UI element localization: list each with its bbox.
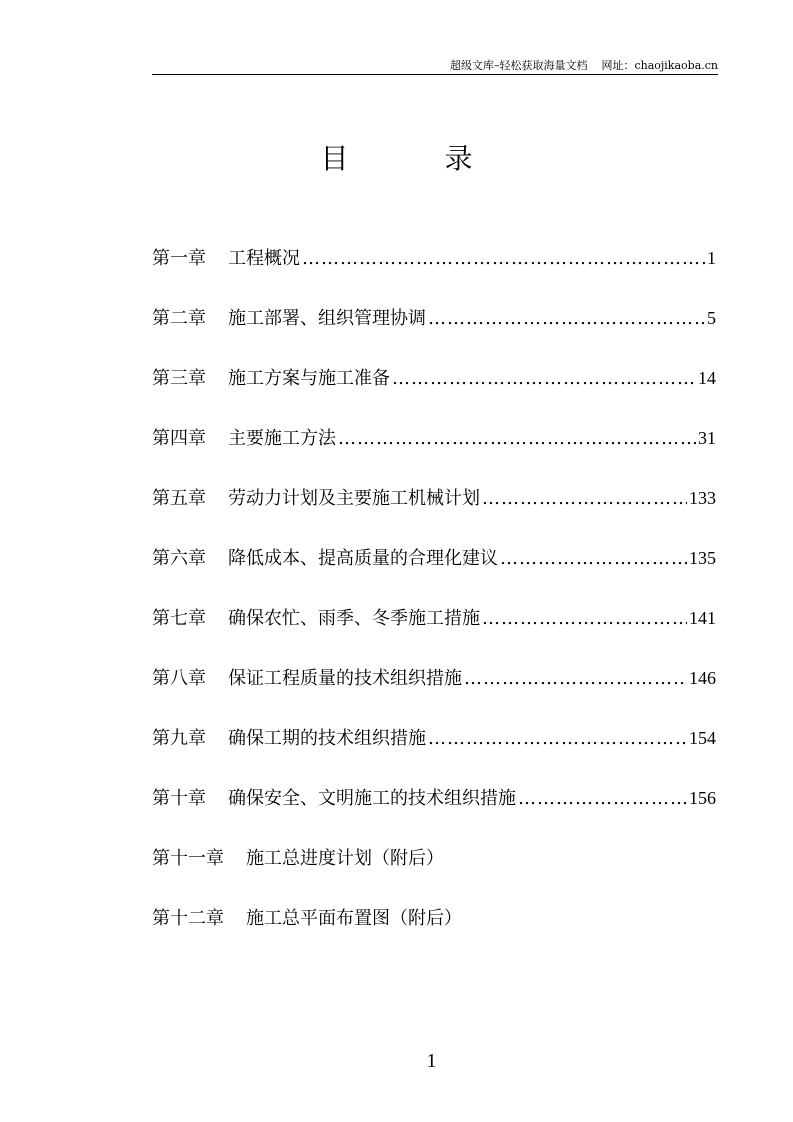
page-ref: 141 xyxy=(689,608,716,628)
chapter-label: 第六章 xyxy=(152,548,206,569)
page-header xyxy=(152,57,718,75)
chapter-title: 确保安全、文明施工的技术组织措施 xyxy=(228,788,516,809)
chapter-label: 第九章 xyxy=(152,728,206,749)
toc-entry[interactable] xyxy=(152,484,716,544)
chapter-title: 施工方案与施工准备 xyxy=(228,368,390,389)
chapter-title: 工程概况 xyxy=(228,248,300,269)
title-left: 目 xyxy=(320,142,349,175)
chapter-label: 第一章 xyxy=(152,248,206,269)
chapter-label: 第五章 xyxy=(152,488,206,509)
page-ref: 135 xyxy=(689,548,716,568)
chapter-title: 施工总进度计划（附后） xyxy=(246,848,444,869)
chapter-title: 施工总平面布置图（附后） xyxy=(246,908,462,929)
toc-entry[interactable] xyxy=(152,364,716,424)
dot-leader xyxy=(428,308,705,329)
dot-leader xyxy=(392,368,696,389)
chapter-label: 第十章 xyxy=(152,788,206,809)
page-ref: 156 xyxy=(689,788,716,808)
chapter-label: 第十二章 xyxy=(152,908,224,929)
chapter-title: 确保工期的技术组织措施 xyxy=(228,728,426,749)
dot-leader xyxy=(428,728,687,749)
chapter-label: 第三章 xyxy=(152,368,206,389)
dot-leader xyxy=(338,428,696,449)
page-number: 1 xyxy=(426,1050,437,1072)
page-ref: 133 xyxy=(689,488,716,508)
toc-entry[interactable] xyxy=(152,424,716,484)
header-site: 超级文库–轻松获取海量文档 xyxy=(449,59,588,72)
dot-leader xyxy=(500,548,687,569)
page-ref: 1 xyxy=(707,248,716,268)
chapter-label: 第八章 xyxy=(152,668,206,689)
dot-leader xyxy=(482,608,687,629)
toc-entry[interactable] xyxy=(152,604,716,664)
page-ref: 31 xyxy=(698,428,716,448)
dot-leader xyxy=(302,248,705,269)
chapter-title: 施工部署、组织管理协调 xyxy=(228,308,426,329)
dot-leader xyxy=(518,788,687,809)
toc-entry[interactable] xyxy=(152,244,716,304)
toc-entry[interactable] xyxy=(152,304,716,364)
chapter-title: 降低成本、提高质量的合理化建议 xyxy=(228,548,498,569)
chapter-label: 第十一章 xyxy=(152,848,224,869)
chapter-title: 确保农忙、雨季、冬季施工措施 xyxy=(228,608,480,629)
chapter-label: 第四章 xyxy=(152,428,206,449)
toc-entry[interactable] xyxy=(152,544,716,604)
chapter-label: 第七章 xyxy=(152,608,206,629)
toc-title xyxy=(0,137,793,177)
chapter-title: 主要施工方法 xyxy=(228,428,336,449)
table-of-contents xyxy=(152,244,716,964)
page-ref: 14 xyxy=(698,368,716,388)
page-ref: 146 xyxy=(689,668,716,688)
chapter-title: 保证工程质量的技术组织措施 xyxy=(228,668,462,689)
page-ref: 5 xyxy=(707,308,716,328)
toc-entry[interactable] xyxy=(152,844,716,904)
dot-leader xyxy=(482,488,687,509)
chapter-title: 劳动力计划及主要施工机械计划 xyxy=(228,488,480,509)
page-ref: 154 xyxy=(689,728,716,748)
dot-leader xyxy=(464,668,687,689)
toc-entry[interactable] xyxy=(152,904,716,964)
title-right: 录 xyxy=(444,142,473,175)
chapter-label: 第二章 xyxy=(152,308,206,329)
toc-entry[interactable] xyxy=(152,784,716,844)
toc-entry[interactable] xyxy=(152,724,716,784)
header-url: 网址：chaojikaoba.cn xyxy=(601,59,718,72)
toc-entry[interactable] xyxy=(152,664,716,724)
